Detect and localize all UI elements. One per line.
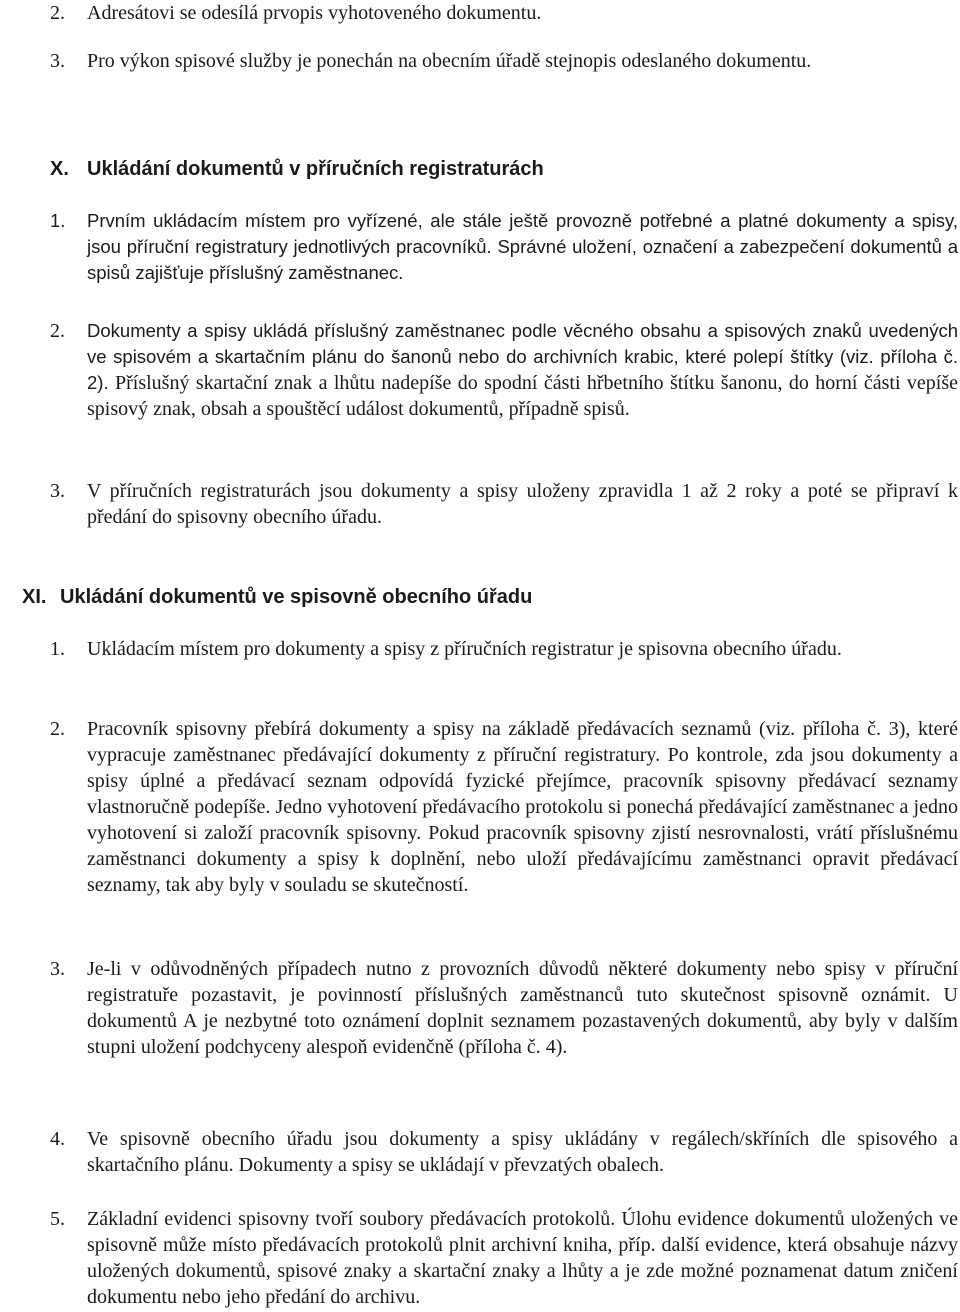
list-item xyxy=(50,716,958,898)
list-item xyxy=(50,208,958,286)
list-item xyxy=(50,48,958,74)
item-number: 2. xyxy=(50,320,65,342)
item-text: V příručních registraturách jsou dokumenty a spisy uloženy zpravidla 1 až 2 roky a poté se připraví k předání do spisovny obecního úřadu. xyxy=(87,480,958,528)
item-number: 4. xyxy=(50,1128,65,1150)
list-item xyxy=(50,1206,958,1310)
item-text: Ve spisovně obecního úřadu jsou dokumenty a spisy ukládány v regálech/skříních dle spisového a skartačního plánu. Dokumenty a spisy se ukládají v převzatých obalech. xyxy=(87,1128,958,1176)
item-text xyxy=(87,208,958,286)
item-number: 2. xyxy=(50,718,65,740)
item-text: Pro výkon spisové služby je ponechán na obecním úřadě stejnopis odeslaného dokumentu. xyxy=(87,50,812,72)
item-text: Adresátovi se odesílá prvopis vyhotoveného dokumentu. xyxy=(87,2,542,24)
item-number: 3. xyxy=(50,480,65,502)
list-item xyxy=(50,1126,958,1178)
item-text-part: Dokumenty a spisy ukládá příslušný zaměstnanec podle věcného obsahu a spisových znaků uvedených ve spisovém a skartačním plánu do šanonů nebo do archivních krabic, které polepí štítky (viz. příloha č. 2). xyxy=(87,320,958,393)
item-text-part: Prvním ukládacím místem pro vyřízené, ale stále ještě provozně potřebné a platné dokumenty a spisy, jsou příruční registratury jednotlivých pracovníků. xyxy=(87,210,958,257)
item-text-part: Správné uložení, označení a zabezpečení dokumentů a spisů zajišťuje příslušný zaměstnanec. xyxy=(87,236,958,283)
item-number: 3. xyxy=(50,50,65,72)
item-number: 1. xyxy=(50,638,65,660)
item-text: Pracovník spisovny přebírá dokumenty a spisy na základě předávacích seznamů (viz. příloha č. 3), které vypracuje zaměstnanec předávající dokumenty z příruční registratury. Po kontrole, zda jsou dokumenty a spisy úplné a předávací seznam odpovídá fyzické přejímce, pracovník spisovny předávací seznamy vlastnoručně podepíše. Jedno vyhotovení předávacího protokolu si ponechá předávající zaměstnanec a jedno vyhotovení si založí pracovník spisovny. Pokud pracovník spisovny zjistí nesrovnalosti, vrátí příslušnému zaměstnanci dokumenty a spisy k doplnění, nebo uloží předávajícímu zaměstnanci opravit předávací seznamy, tak aby byly v souladu se skutečností. xyxy=(87,718,958,896)
section-number: X. xyxy=(50,158,69,180)
section-number: XI. xyxy=(22,586,47,608)
item-number: 1. xyxy=(50,210,66,231)
list-item xyxy=(50,0,958,26)
section-title: Ukládání dokumentů ve spisovně obecního úřadu xyxy=(60,586,533,608)
item-text: Je-li v odůvodněných případech nutno z provozních důvodů některé dokumenty nebo spisy v příruční registratuře pozastavit, je povinností příslušných zaměstnanců tuto skutečnost spisovně oznámit. U dokumentů A je nezbytné toto oznámení doplnit seznamem pozastavených dokumentů, aby byly v dalším stupni uložení podchyceny alespoň evidenčně (příloha č. 4). xyxy=(87,958,958,1058)
item-number: 5. xyxy=(50,1208,65,1230)
list-item xyxy=(50,956,958,1060)
item-text xyxy=(87,318,958,422)
list-item xyxy=(50,318,958,422)
list-item xyxy=(50,478,958,530)
item-number: 3. xyxy=(50,958,65,980)
item-number: 2. xyxy=(50,2,65,24)
item-text-part: Příslušný skartační znak a lhůtu nadepíše do spodní části hřbetního štítku šanonu, do horní části vepíše spisový znak, obsah a spouštěcí událost dokumentů, případně spisů. xyxy=(87,372,958,420)
section-title: Ukládání dokumentů v příručních registraturách xyxy=(87,158,544,180)
list-item xyxy=(50,636,958,662)
item-text: Základní evidenci spisovny tvoří soubory předávacích protokolů. Úlohu evidence dokumentů uložených ve spisovně může místo předávacích protokolů plnit archivní kniha, příp. další evidence, která obsahuje názvy uložených dokumentů, spisové znaky a skartační znaky a lhůty a je zde možné poznamenat datum zničení dokumentu nebo jeho předání do archivu. xyxy=(87,1208,958,1308)
item-text: Ukládacím místem pro dokumenty a spisy z příručních registratur je spisovna obecního úřadu. xyxy=(87,638,842,660)
